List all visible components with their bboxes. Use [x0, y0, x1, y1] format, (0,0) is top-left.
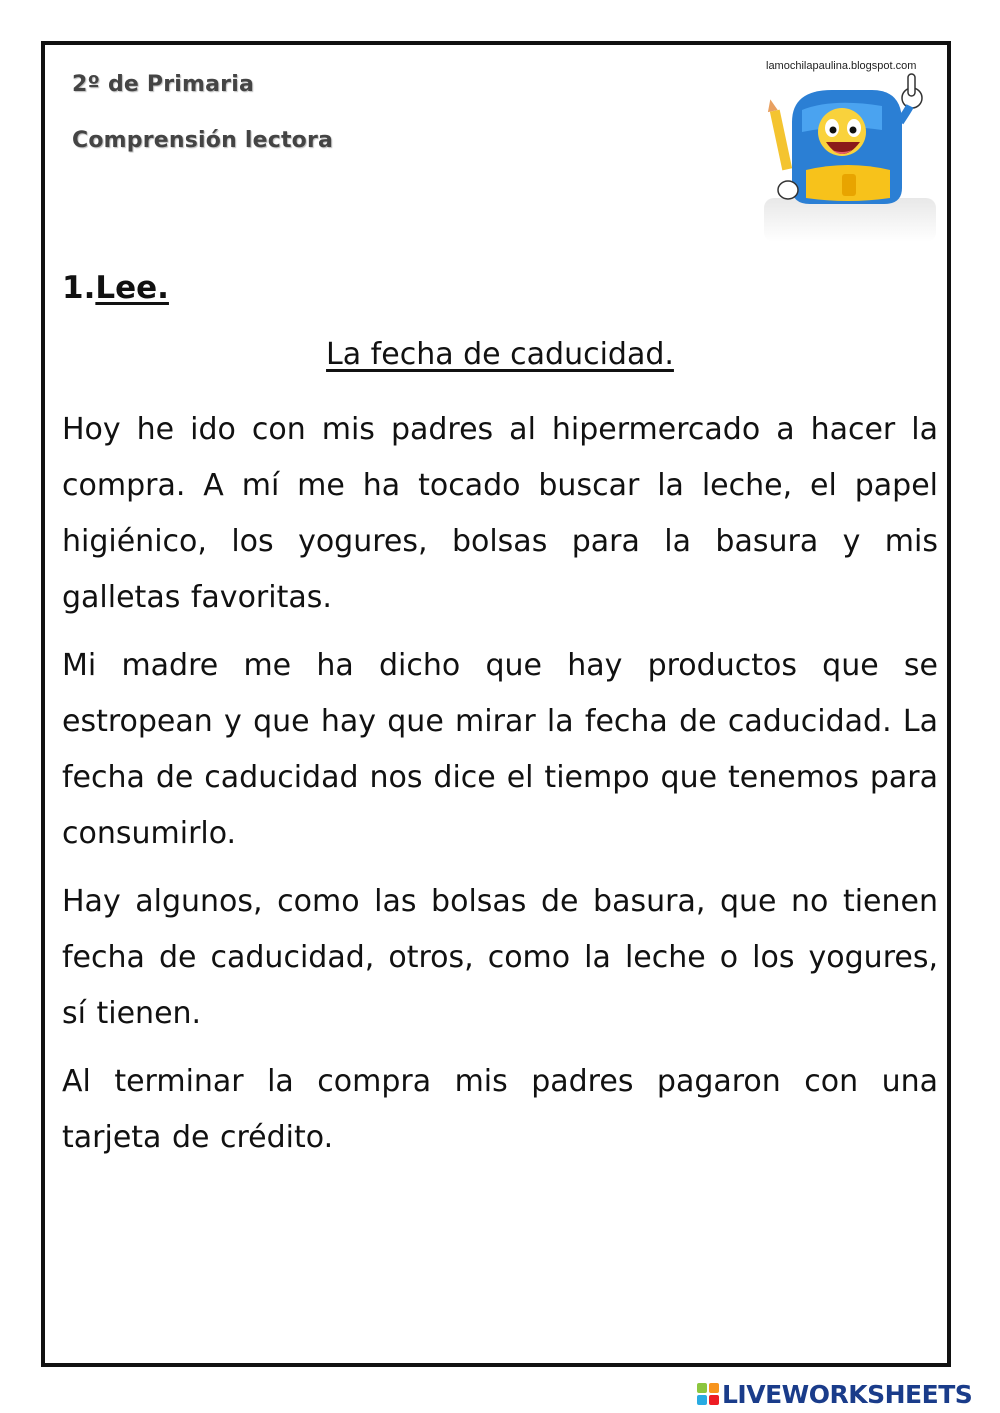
brand-name: LIVEWORKSHEETS — [722, 1379, 973, 1409]
blog-logo — [762, 58, 938, 244]
grade-label: 2º de Primaria — [72, 72, 255, 97]
liveworksheets-logo-icon — [697, 1383, 719, 1405]
instruction-word: Lee. — [95, 270, 169, 306]
story-title-text: La fecha de caducidad. — [326, 337, 674, 372]
liveworksheets-brand — [697, 1380, 972, 1408]
subject-label: Comprensión lectora — [72, 128, 334, 153]
story-title — [0, 337, 1000, 372]
exercise-instruction — [62, 270, 169, 306]
paragraph: Hoy he ido con mis padres al hipermercado a hacer la compra. A mí me ha tocado buscar la leche, el papel higiénico, los yogures, bolsas para la basura y mis galletas favoritas. — [62, 412, 938, 615]
paragraph: Mi madre me ha dicho que hay productos que se estropean y que hay que mirar la fecha de caducidad. La fecha de caducidad nos dice el tiempo que tenemos para consumirlo. — [62, 648, 938, 851]
reading-text — [62, 402, 938, 1178]
exercise-number: 1. — [62, 270, 96, 306]
blog-url-text: lamochilapaulina.blogspot.com — [766, 60, 917, 72]
paragraph: Hay algunos, como las bolsas de basura, que no tienen fecha de caducidad, otros, como la leche o los yogures, sí tienen. — [62, 884, 938, 1031]
backpack-mascot-icon — [762, 70, 938, 244]
paragraph: Al terminar la compra mis padres pagaron con una tarjeta de crédito. — [62, 1064, 938, 1155]
